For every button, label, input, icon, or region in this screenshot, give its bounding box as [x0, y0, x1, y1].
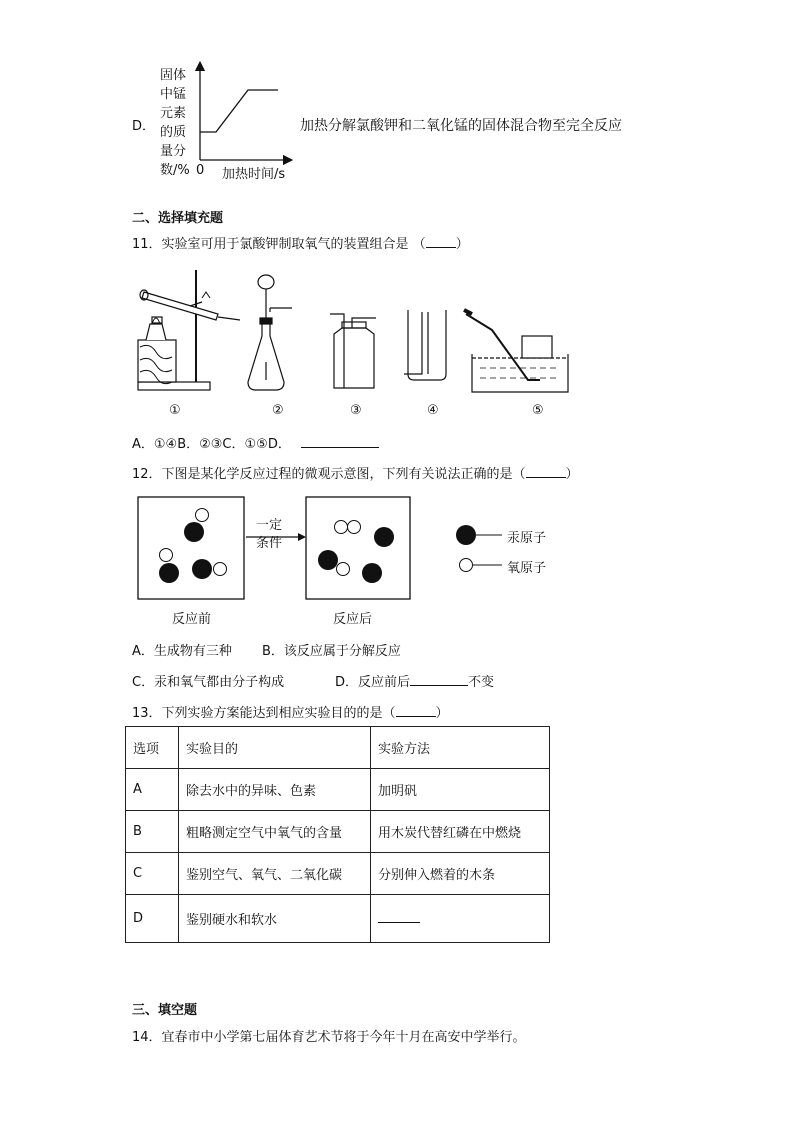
ylabel-line: 数/% — [160, 163, 190, 178]
question-stem-end: ） — [565, 467, 579, 482]
before-box — [138, 497, 244, 599]
before-label: 反应前 — [172, 612, 212, 627]
apparatus-label: ⑤ — [532, 403, 544, 418]
apparatus-label: ③ — [350, 403, 362, 418]
section-title: 二、选择填充题 — [132, 211, 224, 226]
table-header-row — [126, 727, 550, 769]
section-title: 三、填空题 — [132, 1003, 198, 1018]
ylabel-line: 元素 — [160, 106, 187, 121]
graph-curve — [200, 90, 278, 132]
table-cell: 加明矾 — [371, 769, 550, 811]
reaction-diagram — [136, 495, 556, 603]
question-stem-end: ） — [435, 706, 449, 721]
after-box — [306, 497, 410, 599]
table-header-cell: 实验目的 — [179, 727, 371, 769]
ylabel-line: 固体 — [160, 68, 187, 83]
answer-blank[interactable] — [426, 235, 456, 248]
q12-option-d — [335, 671, 494, 690]
apparatus-4-collector — [404, 310, 446, 380]
apparatus-5-trough — [464, 310, 568, 392]
legend-mercury-icon — [456, 525, 476, 545]
graph-origin: 0 — [196, 163, 205, 178]
table-cell — [371, 895, 550, 943]
after-label: 反应后 — [333, 612, 373, 627]
table-cell: 粗略测定空气中氧气的含量 — [179, 811, 371, 853]
apparatus-2-flask — [248, 275, 292, 390]
apparatus-label: ① — [169, 403, 181, 418]
graph-xlabel: 加热时间/s — [222, 167, 286, 182]
apparatus-1-heating — [138, 270, 240, 390]
table-cell: 鉴别硬水和软水 — [179, 895, 371, 943]
answer-blank[interactable] — [396, 704, 436, 717]
question-stem-end: ） — [455, 237, 469, 252]
q12-option-b: B．该反应属于分解反应 — [262, 644, 401, 659]
table-row — [126, 895, 550, 943]
legend-oxygen-icon — [460, 559, 473, 572]
graph-ylabel — [160, 66, 190, 180]
answer-blank[interactable] — [526, 465, 566, 478]
question-stem: 13．下列实验方案能达到相应实验目的的是（ — [132, 706, 396, 721]
table-cell: 鉴别空气、氧气、二氧化碳 — [179, 853, 371, 895]
line-graph — [190, 60, 300, 170]
table-cell: D — [126, 895, 179, 943]
apparatus-label: ② — [272, 403, 284, 418]
question-stem: 11．实验室可用于氯酸钾制取氧气的装置组合是 （ — [132, 237, 426, 252]
arrow-top-label: 一定 — [256, 518, 283, 533]
ylabel-line: 中锰 — [160, 87, 187, 102]
question-stem: 12．下图是某化学反应过程的微观示意图，下列有关说法正确的是（ — [132, 467, 526, 482]
arrow-bottom-label: 条件 — [256, 536, 283, 551]
table-cell: 用木炭代替红磷在中燃烧 — [371, 811, 550, 853]
answer-blank[interactable] — [410, 673, 468, 686]
apparatus-figure — [130, 262, 580, 402]
question-14: 14．宜春市中小学第七届体育艺术节将于今年十月在高安中学举行。 — [132, 1030, 526, 1045]
table-row — [126, 853, 550, 895]
apparatus-3-bottle — [330, 314, 376, 388]
q12-option-d-pre: D．反应前后 — [335, 675, 411, 690]
table-cell: A — [126, 769, 179, 811]
legend-mercury-label: 汞原子 — [507, 531, 547, 546]
question-12 — [132, 463, 579, 482]
q11-options — [132, 433, 379, 452]
q12-option-a: A．生成物有三种 — [132, 644, 232, 659]
table-header-cell: 选项 — [126, 727, 179, 769]
option-d-label: D． — [132, 119, 156, 134]
ylabel-line: 的质 — [160, 125, 187, 140]
table-cell: 除去水中的异味、色素 — [179, 769, 371, 811]
q11-option-text: A．①④B．②③C．①⑤D． — [132, 437, 291, 452]
answer-blank[interactable] — [378, 910, 420, 923]
answer-blank[interactable] — [301, 435, 379, 448]
table-header-cell: 实验方法 — [371, 727, 550, 769]
question-13 — [132, 702, 449, 721]
table-cell: 分别伸入燃着的木条 — [371, 853, 550, 895]
table-row — [126, 811, 550, 853]
option-d-description: 加热分解氯酸钾和二氧化锰的固体混合物至完全反应 — [300, 118, 622, 134]
legend-oxygen-label: 氧原子 — [507, 561, 547, 576]
q12-option-c: C．汞和氧气都由分子构成 — [132, 675, 285, 690]
question-11 — [132, 233, 469, 252]
experiment-table — [125, 726, 550, 943]
ylabel-line: 量分 — [160, 144, 187, 159]
table-row — [126, 769, 550, 811]
apparatus-label: ④ — [427, 403, 439, 418]
table-cell: B — [126, 811, 179, 853]
table-cell: C — [126, 853, 179, 895]
q12-option-d-post: 不变 — [468, 675, 495, 690]
